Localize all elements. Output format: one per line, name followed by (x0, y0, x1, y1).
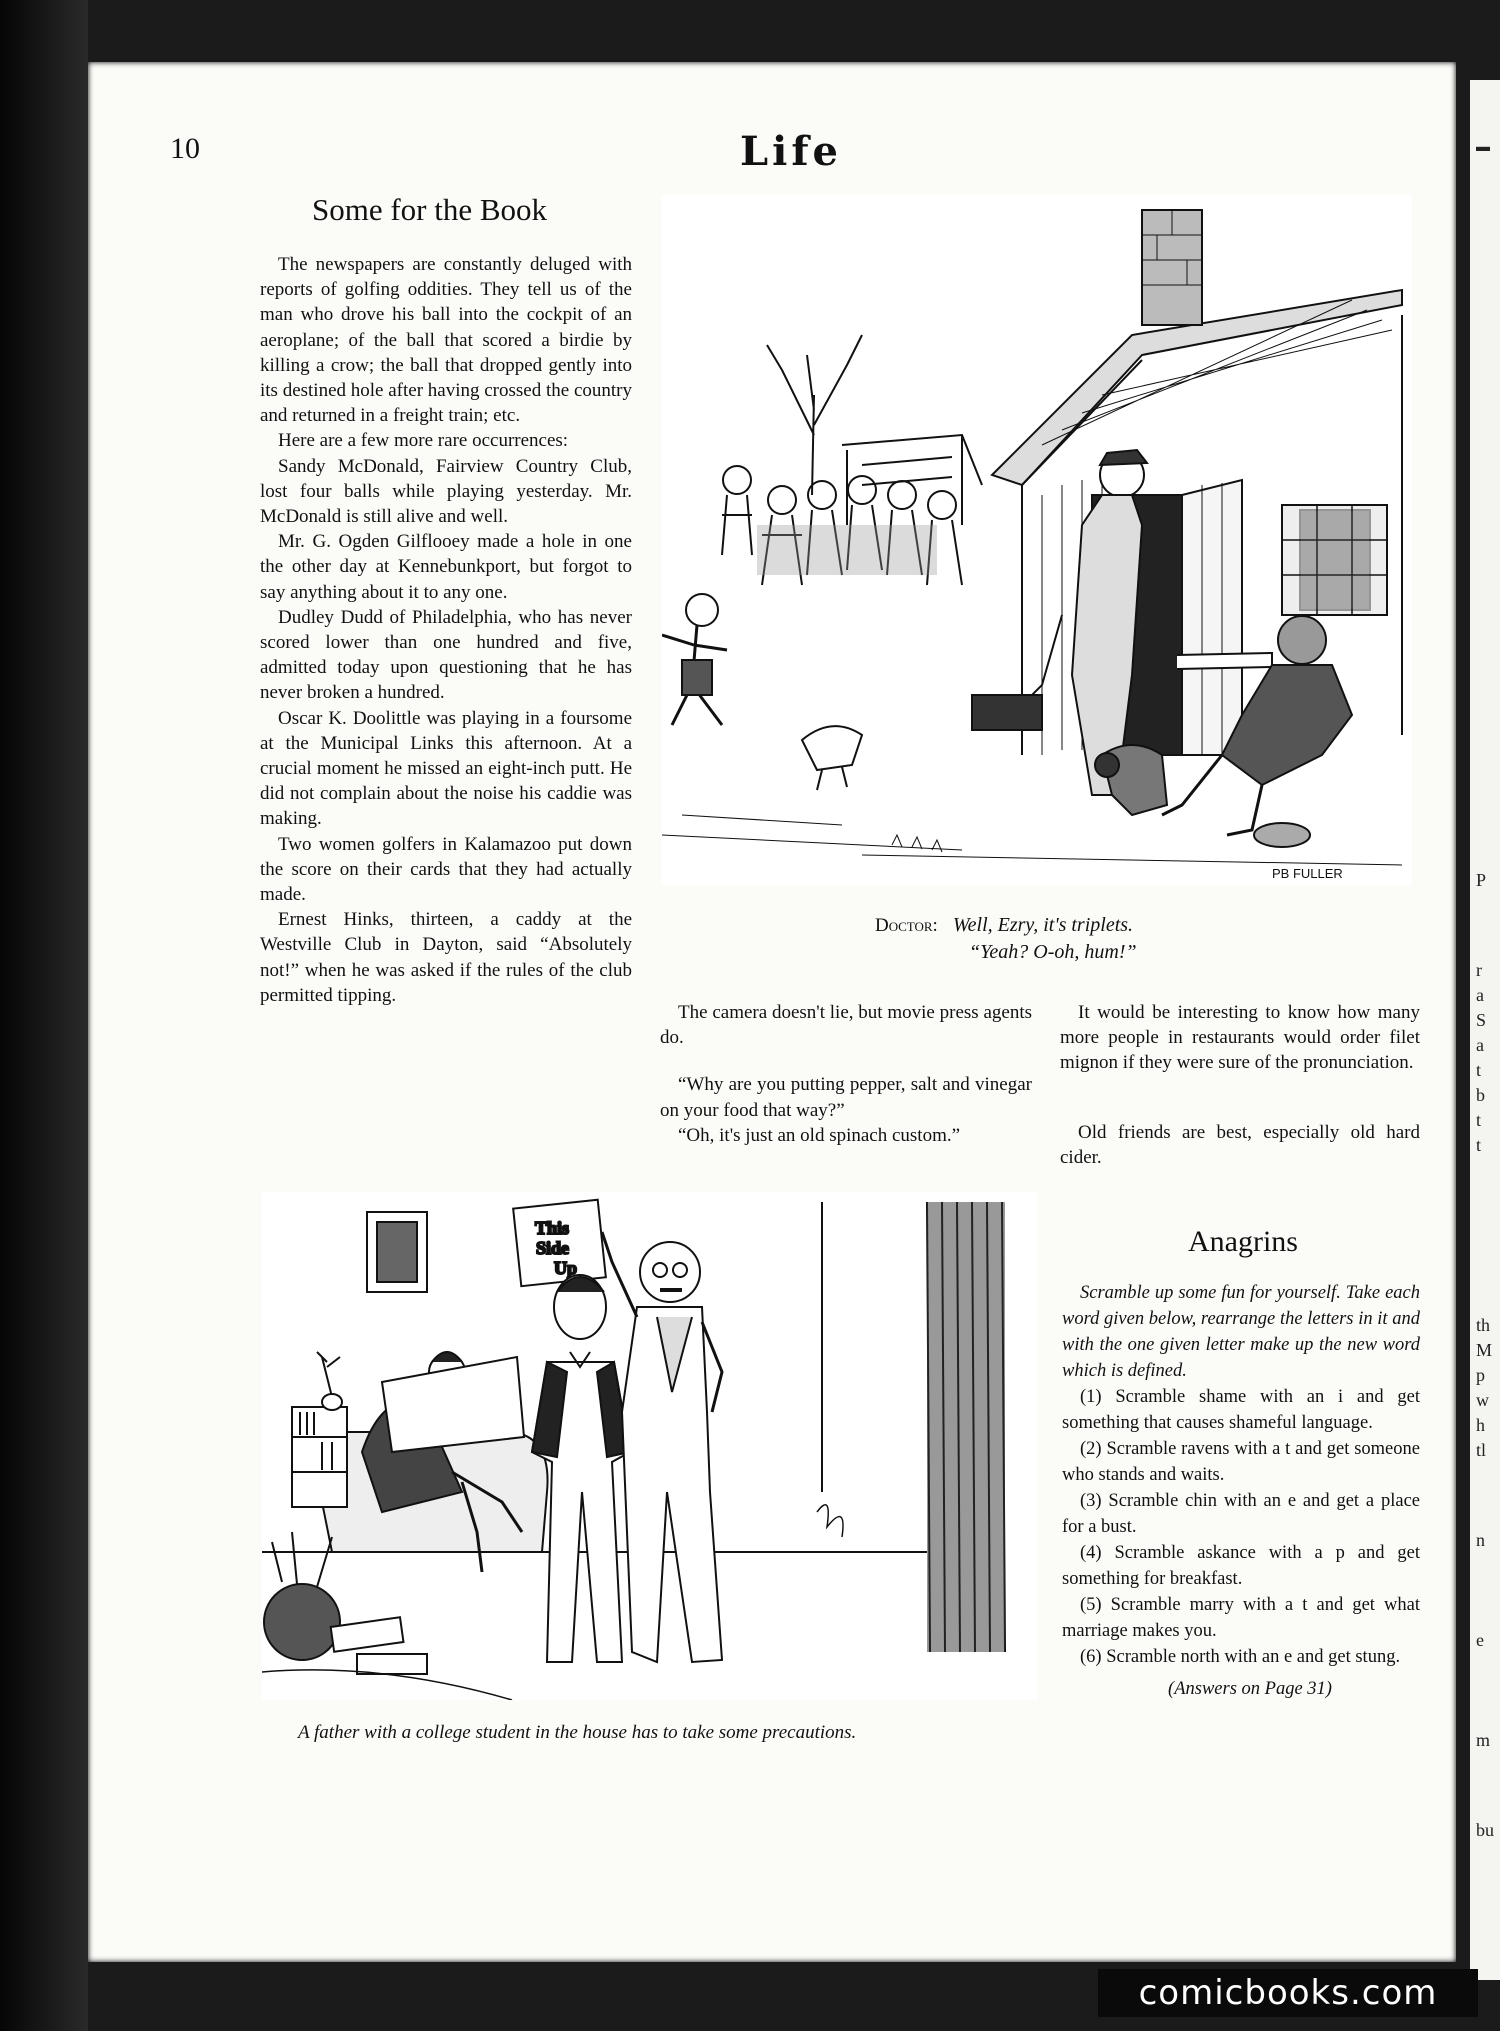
anagrin-item: (4) Scramble askance with a p and get something for breakfast. (1062, 1543, 1420, 1589)
anagrins-title: Anagrins (1188, 1225, 1298, 1258)
father-student-illustration (262, 1192, 1037, 1700)
caption-line-1: Well, Ezry, it's triplets. (952, 914, 1134, 936)
next-page-mark: ▬ (1476, 140, 1490, 155)
next-page-letter: S (1476, 1010, 1487, 1030)
joke-paragraph: Old friends are best, especially old hard cider. (1060, 1121, 1420, 1168)
article-body (260, 252, 632, 1008)
sign-text-line-3: Up (554, 1258, 578, 1278)
article-paragraph: Here are a few more rare occurrences: (278, 430, 569, 452)
next-page-letter: tl (1476, 1440, 1487, 1460)
next-page-letter: w (1476, 1390, 1489, 1410)
right-column (1060, 1000, 1420, 1170)
anagrins-body (1062, 1280, 1420, 1702)
next-page-letter: p (1476, 1365, 1485, 1385)
next-page-letter: M (1476, 1340, 1493, 1360)
next-page-letter: P (1476, 870, 1487, 890)
joke-paragraph: The camera doesn't lie, but movie press agents do. (660, 1002, 1032, 1049)
joke-paragraph: It would be interesting to know how many more people in restaurants would order filet mignon if they were sure of the pronunciation. (1060, 1002, 1420, 1074)
next-page-letter: t (1476, 1135, 1482, 1155)
next-page-letter: bu (1476, 1820, 1494, 1840)
next-page-letter: n (1476, 1530, 1485, 1550)
page-number: 10 (170, 132, 200, 165)
next-page-letter: th (1476, 1315, 1491, 1335)
next-page-letter: t (1476, 1110, 1482, 1130)
next-page-letter: r (1476, 960, 1482, 980)
article-paragraph: Mr. G. Ogden Gilflooey made a hole in one the other day at Kennebunkport, but forgot to say anything about it to any one. (260, 531, 632, 603)
next-page-letter: m (1476, 1730, 1491, 1750)
article-paragraph: Dudley Dudd of Philadelphia, who has never scored lower than one hundred and five, admitted today upon questioning that he has never broken a hundred. (260, 606, 632, 704)
article-paragraph: Two women golfers in Kalamazoo put down the score on their cards that they had actually made. (260, 833, 632, 906)
next-page-letter: a (1476, 985, 1484, 1005)
sign-text-line-2: Side (536, 1238, 570, 1258)
article-title: Some for the Book (312, 192, 548, 227)
cartoon-father-student (262, 1192, 1037, 1700)
caption-line-2: “Yeah? O-oh, hum!” (969, 941, 1137, 963)
caption-speaker: Doctor: (875, 915, 938, 936)
farmyard-caption (875, 912, 1395, 965)
middle-column (660, 1000, 1032, 1148)
anagrin-item: (5) Scramble marry with a t and get what marriage makes you. (1062, 1595, 1420, 1641)
anagrin-item: (2) Scramble ravens with a t and get someone who stands and waits. (1062, 1439, 1420, 1485)
masthead: Life (740, 128, 842, 175)
sign-text-line-1: This (535, 1218, 570, 1238)
article-paragraph: The newspapers are constantly deluged with reports of golfing oddities. They tell us of the man who drove his ball into the cockpit of an aeroplane; of the ball that scored a birdie by killing a crow; the ball that dropped gently into its destined hole after having crossed the country and returned in a freight train; etc. (260, 254, 632, 427)
anagrins-intro: Scramble up some fun for yourself. Take each word given below, rearrange the letters in it and with the one given letter make up the new word which is defined. (1062, 1283, 1420, 1381)
cartoon-farmyard (662, 195, 1412, 885)
site-watermark: comicbooks.com (1098, 1969, 1478, 2017)
next-page-letter: b (1476, 1085, 1485, 1105)
anagrin-item: (6) Scramble north with an e and get stung. (1080, 1647, 1401, 1667)
adjacent-page-edge (1470, 80, 1500, 1980)
next-page-letter: a (1476, 1035, 1484, 1055)
next-page-letter: h (1476, 1415, 1485, 1435)
scan-border (0, 0, 88, 2031)
anagrins-answers-note: (Answers on Page 31) (1168, 1679, 1332, 1699)
anagrin-item: (3) Scramble chin with an e and get a place for a bust. (1062, 1491, 1420, 1537)
next-page-letter: e (1476, 1630, 1484, 1650)
article-paragraph: Sandy McDonald, Fairview Country Club, lost four balls while playing yesterday. Mr. McDonald is still alive and well. (260, 455, 632, 528)
article-paragraph: Ernest Hinks, thirteen, a caddy at the Westville Club in Dayton, said “Absolutely not!” when he was asked if the rules of the club permitted tipping. (260, 909, 632, 1006)
anagrin-item: (1) Scramble shame with an i and get something that causes shameful language. (1062, 1387, 1420, 1433)
article-paragraph: Oscar K. Doolittle was playing in a foursome at the Municipal Links this afternoon. At a crucial moment he missed an eight-inch putt. He did not complain about the noise his caddie was making. (260, 707, 632, 830)
father-student-caption: A father with a college student in the house has to take some precautions. (298, 1722, 857, 1743)
next-page-letter: t (1476, 1060, 1482, 1080)
artist-signature: PB FULLER (1272, 866, 1343, 881)
joke-paragraph: “Oh, it's just an old spinach custom.” (678, 1124, 961, 1146)
joke-paragraph: “Why are you putting pepper, salt and vinegar on your food that way?” (660, 1074, 1032, 1121)
farmyard-illustration (662, 195, 1412, 885)
